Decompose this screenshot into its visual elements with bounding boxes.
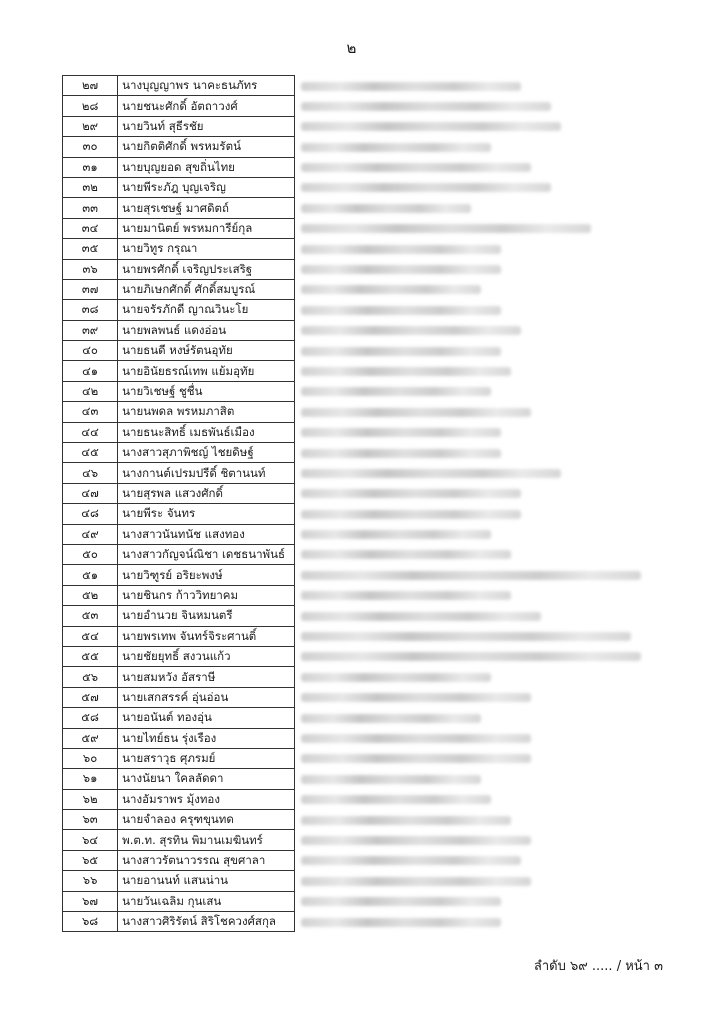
row-number: ๕๕ bbox=[63, 646, 118, 666]
person-name: นายไทย์ธน รุ่งเรือง bbox=[118, 728, 295, 748]
redacted-cell bbox=[294, 116, 664, 136]
redaction-blur bbox=[301, 714, 481, 723]
row-number: ๖๖ bbox=[63, 871, 118, 891]
redacted-cell bbox=[294, 381, 664, 401]
row-number: ๓๑ bbox=[63, 157, 118, 177]
person-name: นายพรศักดิ์ เจริญประเสริฐ bbox=[118, 259, 295, 279]
table-row bbox=[63, 544, 665, 564]
row-number: ๕๗ bbox=[63, 687, 118, 707]
person-name: นายมานิตย์ พรหมการีย์กุล bbox=[118, 218, 295, 238]
table-row bbox=[63, 667, 665, 687]
person-name: นายพรเทพ จันทร์จิระศานติ์ bbox=[118, 626, 295, 646]
table-row bbox=[63, 96, 665, 116]
row-number: ๕๙ bbox=[63, 728, 118, 748]
redacted-cell bbox=[294, 810, 664, 830]
row-number: ๖๓ bbox=[63, 810, 118, 830]
table-row bbox=[63, 381, 665, 401]
row-number: ๓๓ bbox=[63, 198, 118, 218]
table-row bbox=[63, 626, 665, 646]
redaction-blur bbox=[301, 673, 491, 682]
table-row bbox=[63, 585, 665, 605]
redacted-cell bbox=[294, 544, 664, 564]
person-name: นายบุญยอด สุขถิ่นไทย bbox=[118, 157, 295, 177]
person-name: นางสาวสุภาพิชญ์ ไชยดิษฐ์ bbox=[118, 443, 295, 463]
row-number: ๔๑ bbox=[63, 361, 118, 381]
redacted-cell bbox=[294, 708, 664, 728]
person-name: นางกานต์เปรมปรีดิ์ ชิตานนท์ bbox=[118, 463, 295, 483]
redacted-cell bbox=[294, 891, 664, 911]
table-row bbox=[63, 218, 665, 238]
table-row bbox=[63, 402, 665, 422]
redaction-blur bbox=[301, 163, 531, 172]
redaction-blur bbox=[301, 918, 501, 927]
table-row bbox=[63, 137, 665, 157]
redaction-blur bbox=[301, 428, 501, 437]
row-number: ๓๔ bbox=[63, 218, 118, 238]
row-number: ๔๕ bbox=[63, 443, 118, 463]
person-name: นายจรัรภักดี ญาณวินะโย bbox=[118, 300, 295, 320]
redacted-cell bbox=[294, 687, 664, 707]
row-number: ๕๒ bbox=[63, 585, 118, 605]
table-row bbox=[63, 463, 665, 483]
redacted-cell bbox=[294, 96, 664, 116]
person-name: นายวันเฉลิม กุนเสน bbox=[118, 891, 295, 911]
redacted-cell bbox=[294, 585, 664, 605]
redaction-blur bbox=[301, 652, 641, 661]
redacted-cell bbox=[294, 769, 664, 789]
redacted-cell bbox=[294, 667, 664, 687]
row-number: ๔๔ bbox=[63, 422, 118, 442]
table-row bbox=[63, 239, 665, 259]
redaction-blur bbox=[301, 265, 501, 274]
redacted-cell bbox=[294, 76, 664, 96]
roster-table bbox=[62, 75, 664, 932]
redacted-cell bbox=[294, 565, 664, 585]
redacted-cell bbox=[294, 198, 664, 218]
table-row bbox=[63, 300, 665, 320]
redacted-cell bbox=[294, 912, 664, 932]
row-number: ๔๐ bbox=[63, 341, 118, 361]
person-name: นายสุรพล แสวงศักดิ์ bbox=[118, 483, 295, 503]
redaction-blur bbox=[301, 591, 511, 600]
row-number: ๔๒ bbox=[63, 381, 118, 401]
redaction-blur bbox=[301, 469, 561, 478]
table-row bbox=[63, 320, 665, 340]
person-name: นายอนันต์ ทองอุ่น bbox=[118, 708, 295, 728]
redaction-blur bbox=[301, 754, 531, 763]
table-row bbox=[63, 687, 665, 707]
redaction-blur bbox=[301, 734, 531, 743]
person-name: นายอำนวย จินหมนตรี bbox=[118, 606, 295, 626]
table-row bbox=[63, 116, 665, 136]
redacted-cell bbox=[294, 157, 664, 177]
person-name: นายวิฑูรย์ อริยะพงษ์ bbox=[118, 565, 295, 585]
redacted-cell bbox=[294, 137, 664, 157]
person-name: พ.ต.ท. สุรทิน พิมานเมฆินทร์ bbox=[118, 830, 295, 850]
row-number: ๓๐ bbox=[63, 137, 118, 157]
row-number: ๕๖ bbox=[63, 667, 118, 687]
row-number: ๖๐ bbox=[63, 748, 118, 768]
row-number: ๓๙ bbox=[63, 320, 118, 340]
redaction-blur bbox=[301, 122, 561, 131]
table-row bbox=[63, 912, 665, 932]
redaction-blur bbox=[301, 143, 491, 152]
redacted-cell bbox=[294, 218, 664, 238]
redaction-blur bbox=[301, 367, 511, 376]
row-number: ๕๓ bbox=[63, 606, 118, 626]
redacted-cell bbox=[294, 789, 664, 809]
row-number: ๕๑ bbox=[63, 565, 118, 585]
person-name: นายวินท์ สุธีรชัย bbox=[118, 116, 295, 136]
redacted-cell bbox=[294, 341, 664, 361]
redacted-cell bbox=[294, 177, 664, 197]
redaction-blur bbox=[301, 510, 521, 519]
person-name: นายพีระภัฎ บุญเจริญ bbox=[118, 177, 295, 197]
redacted-cell bbox=[294, 320, 664, 340]
row-number: ๔๓ bbox=[63, 402, 118, 422]
redacted-cell bbox=[294, 361, 664, 381]
redacted-cell bbox=[294, 728, 664, 748]
redaction-blur bbox=[301, 408, 531, 417]
redacted-cell bbox=[294, 279, 664, 299]
redaction-blur bbox=[301, 285, 481, 294]
row-number: ๕๘ bbox=[63, 708, 118, 728]
row-number: ๖๘ bbox=[63, 912, 118, 932]
person-name: นายพลพนธ์ แดงอ่อน bbox=[118, 320, 295, 340]
redaction-blur bbox=[301, 856, 521, 865]
redaction-blur bbox=[301, 897, 501, 906]
table-row bbox=[63, 891, 665, 911]
table-row bbox=[63, 748, 665, 768]
table-row bbox=[63, 708, 665, 728]
redaction-blur bbox=[301, 571, 641, 580]
row-number: ๔๗ bbox=[63, 483, 118, 503]
person-name: นายเสกสรรค์ อุ่นอ่อน bbox=[118, 687, 295, 707]
table-row bbox=[63, 279, 665, 299]
row-number: ๔๙ bbox=[63, 524, 118, 544]
table-row bbox=[63, 198, 665, 218]
person-name: นางสาวนันทนัช แสงทอง bbox=[118, 524, 295, 544]
person-name: นายสราวุธ ศุภรมย์ bbox=[118, 748, 295, 768]
row-number: ๓๖ bbox=[63, 259, 118, 279]
table-row bbox=[63, 850, 665, 870]
person-name: นายอินัยธรณ์เทพ แย้มอุทัย bbox=[118, 361, 295, 381]
table-row bbox=[63, 789, 665, 809]
redaction-blur bbox=[301, 449, 501, 458]
table-row bbox=[63, 565, 665, 585]
redaction-blur bbox=[301, 183, 551, 192]
table-row bbox=[63, 504, 665, 524]
redaction-blur bbox=[301, 632, 631, 641]
table-row bbox=[63, 769, 665, 789]
row-number: ๓๕ bbox=[63, 239, 118, 259]
table-row bbox=[63, 524, 665, 544]
person-name: นายอานนท์ แสนน่าน bbox=[118, 871, 295, 891]
redaction-blur bbox=[301, 775, 481, 784]
row-number: ๒๙ bbox=[63, 116, 118, 136]
person-name: นายพีระ จันทร bbox=[118, 504, 295, 524]
redacted-cell bbox=[294, 626, 664, 646]
person-name: นางสาวกัญจน์ณิชา เดชธนาพันธ์ bbox=[118, 544, 295, 564]
table-row bbox=[63, 443, 665, 463]
person-name: นายธนดี หงษ์รัตนอุทัย bbox=[118, 341, 295, 361]
redacted-cell bbox=[294, 483, 664, 503]
person-name: นางบุญญาพร นาคะธนภัทร bbox=[118, 76, 295, 96]
table-row bbox=[63, 606, 665, 626]
redacted-cell bbox=[294, 524, 664, 544]
table-row bbox=[63, 259, 665, 279]
person-name: นายธนะสิทธิ์ เมธพันธ์เมือง bbox=[118, 422, 295, 442]
person-name: นายสุรเชษฐ์ มาศดิตถ์ bbox=[118, 198, 295, 218]
redaction-blur bbox=[301, 612, 541, 621]
row-number: ๖๗ bbox=[63, 891, 118, 911]
person-name: นายชัยยุทธิ์ สงวนแก้ว bbox=[118, 646, 295, 666]
person-name: นางสาวรัตนาวรรณ สุขศาลา bbox=[118, 850, 295, 870]
row-number: ๒๗ bbox=[63, 76, 118, 96]
row-number: ๖๒ bbox=[63, 789, 118, 809]
redaction-blur bbox=[301, 245, 501, 254]
redacted-cell bbox=[294, 748, 664, 768]
redaction-blur bbox=[301, 693, 531, 702]
page-number: ๒ bbox=[346, 39, 357, 57]
redacted-cell bbox=[294, 646, 664, 666]
row-number: ๓๘ bbox=[63, 300, 118, 320]
person-name: นายภิเษกศักดิ์ ศักดิ์สมบูรณ์ bbox=[118, 279, 295, 299]
table-row bbox=[63, 728, 665, 748]
person-name: นางนัยนา ใคลลัดดา bbox=[118, 769, 295, 789]
table-row bbox=[63, 422, 665, 442]
table-row bbox=[63, 871, 665, 891]
person-name: นายจำลอง ครุฑขุนทด bbox=[118, 810, 295, 830]
redaction-blur bbox=[301, 204, 471, 213]
redacted-cell bbox=[294, 259, 664, 279]
redaction-blur bbox=[301, 102, 551, 111]
redacted-cell bbox=[294, 463, 664, 483]
table-row bbox=[63, 157, 665, 177]
redaction-blur bbox=[301, 82, 521, 91]
row-number: ๓๒ bbox=[63, 177, 118, 197]
table-row bbox=[63, 341, 665, 361]
row-number: ๔๖ bbox=[63, 463, 118, 483]
table-row bbox=[63, 810, 665, 830]
row-number: ๖๕ bbox=[63, 850, 118, 870]
redacted-cell bbox=[294, 443, 664, 463]
redaction-blur bbox=[301, 387, 491, 396]
redaction-blur bbox=[301, 550, 511, 559]
row-number: ๓๗ bbox=[63, 279, 118, 299]
redacted-cell bbox=[294, 830, 664, 850]
redaction-blur bbox=[301, 489, 521, 498]
person-name: นายวิเชษฐ์ ชูชื่น bbox=[118, 381, 295, 401]
person-name: นายวิทูร กรุณา bbox=[118, 239, 295, 259]
person-name: นายนพดล พรหมภาสิต bbox=[118, 402, 295, 422]
row-number: ๕๔ bbox=[63, 626, 118, 646]
table-row bbox=[63, 76, 665, 96]
table-row bbox=[63, 177, 665, 197]
table-row bbox=[63, 361, 665, 381]
redacted-cell bbox=[294, 300, 664, 320]
redaction-blur bbox=[301, 877, 531, 886]
table-row bbox=[63, 646, 665, 666]
person-name: นายชนะศักดิ์ อัตถาวงศ์ bbox=[118, 96, 295, 116]
redacted-cell bbox=[294, 871, 664, 891]
redaction-blur bbox=[301, 326, 521, 335]
row-number: ๖๔ bbox=[63, 830, 118, 850]
row-number: ๖๑ bbox=[63, 769, 118, 789]
redacted-cell bbox=[294, 504, 664, 524]
person-name: นางอัมราพร มุ้งทอง bbox=[118, 789, 295, 809]
redaction-blur bbox=[301, 347, 501, 356]
redacted-cell bbox=[294, 402, 664, 422]
redaction-blur bbox=[301, 530, 491, 539]
redacted-cell bbox=[294, 606, 664, 626]
person-name: นายกิตติศักดิ์ พรหมรัตน์ bbox=[118, 137, 295, 157]
redacted-cell bbox=[294, 422, 664, 442]
redaction-blur bbox=[301, 306, 501, 315]
redaction-blur bbox=[301, 224, 591, 233]
footer-continuation: ลำดับ ๖๙ ..... / หน้า ๓ bbox=[533, 959, 663, 974]
row-number: ๕๐ bbox=[63, 544, 118, 564]
redacted-cell bbox=[294, 850, 664, 870]
row-number: ๔๘ bbox=[63, 504, 118, 524]
redaction-blur bbox=[301, 816, 511, 825]
table-row bbox=[63, 830, 665, 850]
row-number: ๒๘ bbox=[63, 96, 118, 116]
redaction-blur bbox=[301, 836, 531, 845]
person-name: นายชินกร ก้าววิทยาคม bbox=[118, 585, 295, 605]
redaction-blur bbox=[301, 795, 491, 804]
person-name: นายสมหวัง อัสราษี bbox=[118, 667, 295, 687]
person-name: นางสาวศิริรัตน์ สิริโชควงศ์สกุล bbox=[118, 912, 295, 932]
table-row bbox=[63, 483, 665, 503]
redacted-cell bbox=[294, 239, 664, 259]
